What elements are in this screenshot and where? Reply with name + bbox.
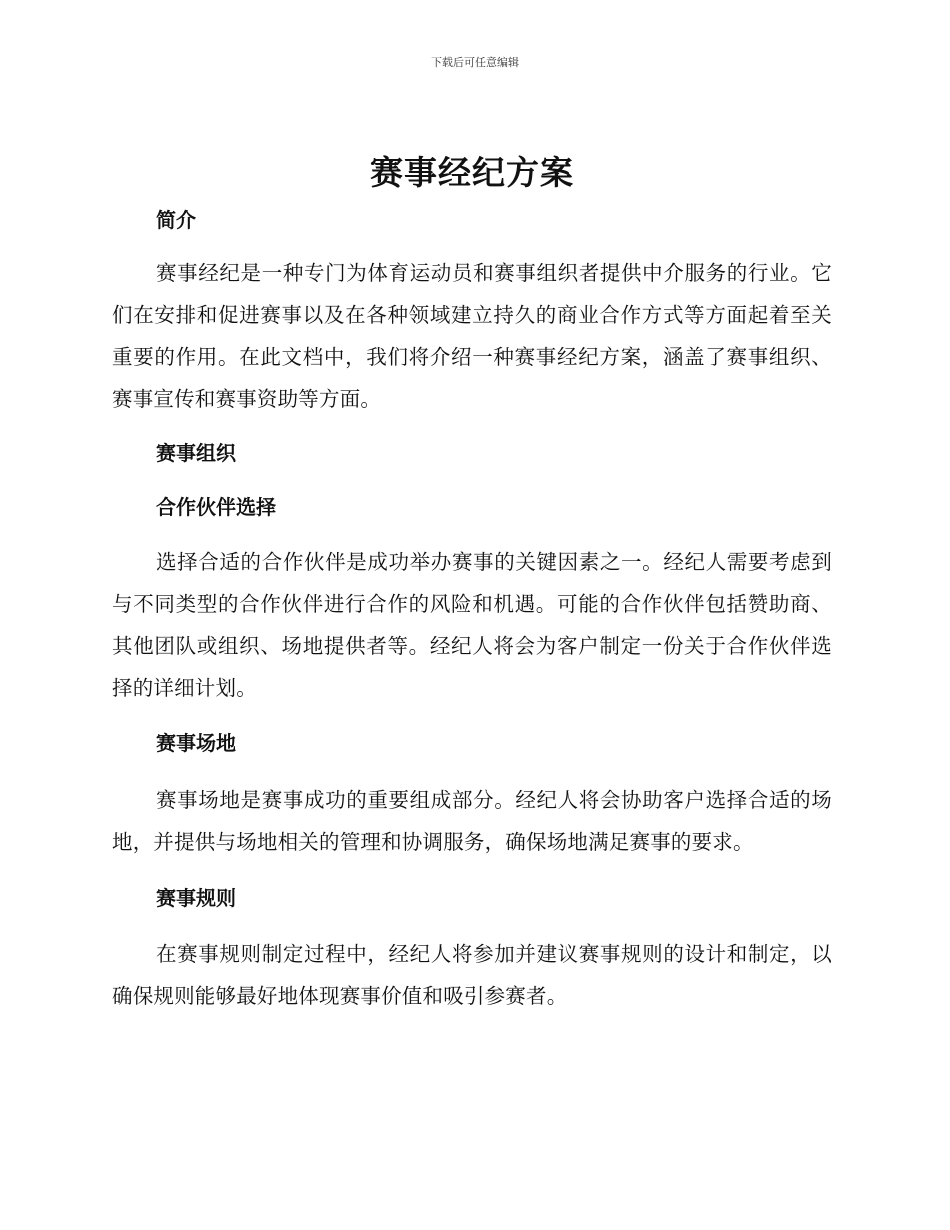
heading-intro: 简介	[156, 208, 196, 232]
paragraph-partner-selection: 选择合适的合作伙伴是成功举办赛事的关键因素之一。经纪人需要考虑到与不同类型的合作伙伴进行合作的风险和机遇。可能的合作伙伴包括赞助商、其他团队或组织、场地提供者等。经纪人将会为客户制定一份关于合作伙伴选择的详细计划。	[112, 550, 832, 700]
paragraph-venue: 赛事场地是赛事成功的重要组成部分。经纪人将会协助客户选择合适的场地，并提供与场地相关的管理和协调服务，确保场地满足赛事的要求。	[112, 788, 832, 854]
document-title: 赛事经纪方案	[370, 153, 574, 192]
heading-organization: 赛事组织	[156, 441, 236, 465]
header-note: 下载后可任意编辑	[431, 56, 519, 69]
heading-rules: 赛事规则	[156, 886, 236, 910]
paragraph-intro: 赛事经纪是一种专门为体育运动员和赛事组织者提供中介服务的行业。它们在安排和促进赛事以及在各种领域建立持久的商业合作方式等方面起着至关重要的作用。在此文档中，我们将介绍一种赛事经纪方案，涵盖了赛事组织、赛事宣传和赛事资助等方面。	[112, 261, 832, 411]
heading-partner-selection: 合作伙伴选择	[156, 495, 276, 519]
document-body	[112, 148, 832, 1017]
heading-venue: 赛事场地	[156, 731, 236, 755]
paragraph-rules: 在赛事规则制定过程中，经纪人将参加并建议赛事规则的设计和制定，以确保规则能够最好地体现赛事价值和吸引参赛者。	[112, 942, 832, 1008]
